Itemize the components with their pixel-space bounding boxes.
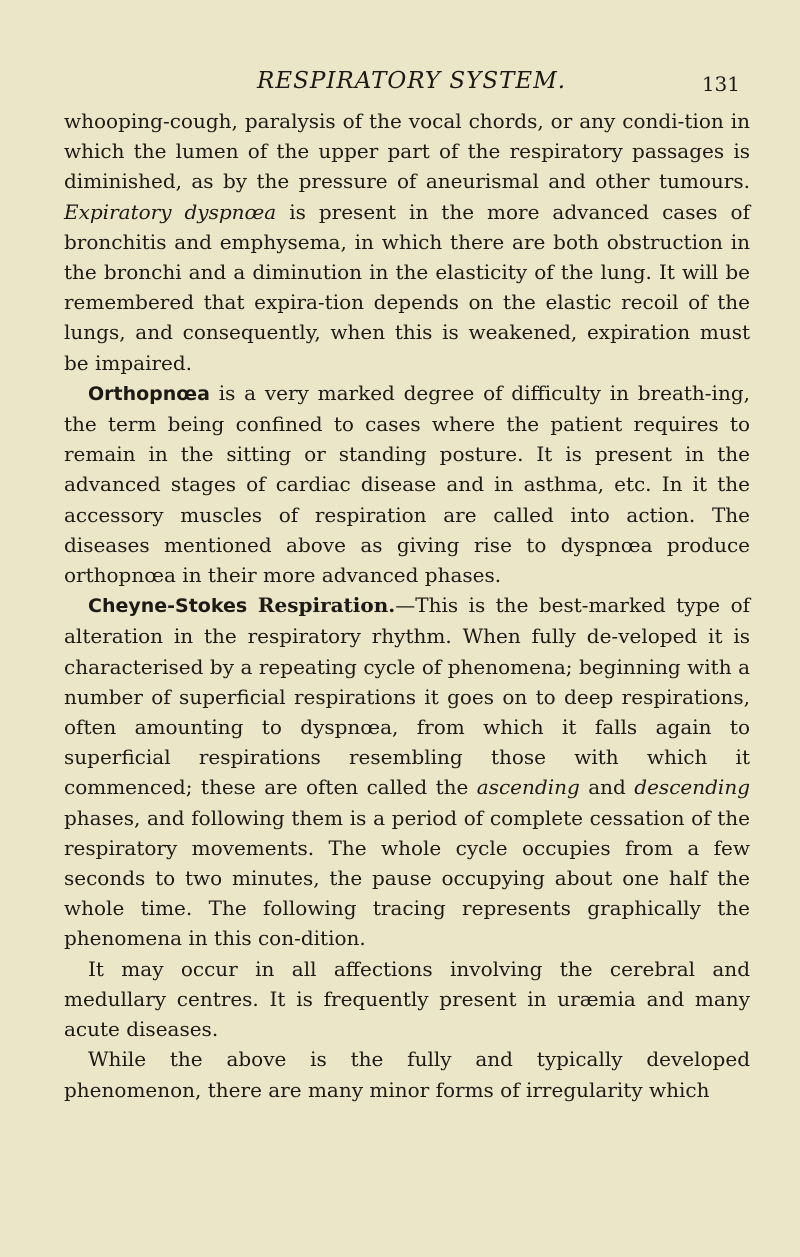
running-head — [64, 58, 750, 106]
term-expiratory-dyspnoea: Expiratory dyspnœa — [64, 199, 277, 224]
term-orthopnoea: Orthopnœa — [88, 382, 210, 405]
paragraph-expiratory-dyspnoea — [64, 106, 750, 378]
paragraph-text: and — [579, 775, 635, 800]
paragraph-orthopnoea — [64, 378, 750, 590]
paragraph-occurrence — [64, 954, 750, 1045]
term-ascending: ascending — [476, 775, 580, 800]
paragraph-text: phases, and following them is a period of complete cessation of the respiratory movements. The whole cycle occupies from a few seconds to two minutes, the pause occupying about one half the whole time. The following tracing represents graphically the phenomena in this con-dition. — [64, 805, 750, 951]
page-number: 131 — [701, 72, 740, 96]
paragraph-text: It may occur in all affections involving the cerebral and medullary centres. It is frequently present in uræmia and many acute diseases. — [64, 956, 750, 1042]
paragraph-cheyne-stokes — [64, 590, 750, 953]
paragraph-text: is a very marked degree of difficulty in breath-ing, the term being confined to cases where the patient requires to remain in the sitting or standing posture. It is present in the advanced stages of cardiac disease and in asthma, etc. In it the accessory muscles of respiration are called into action. The diseases mentioned above as giving rise to dyspnœa produce orthopnœa in their more advanced phases. — [64, 380, 750, 588]
paragraph-text: whooping-cough, paralysis of the vocal chords, or any condi-tion in which the lumen of the upper part of the respiratory passages is diminished, as by the pressure of aneurismal and other tumours. — [64, 109, 750, 194]
paragraph-text: —This is the best-marked type of alteration in the respiratory rhythm. When fully de-veloped it is characterised by a repeating cycle of phenomena; beginning with a number of superficial respirations it goes on to deep respirations, often amounting to dyspnœa, from which it falls again to superficial respirations resembling those with which it commenced; these are often called the — [64, 593, 751, 800]
term-descending: descending — [634, 775, 750, 800]
paragraph-text: is present in the more advanced cases of bronchitis and emphysema, in which there are both obstruction in the bronchi and a diminution in the elasticity of the lung. It will be remembered that expira-tion depends on the elastic recoil of the lungs, and consequently, when this is weakened, expiration must be impaired. — [64, 199, 750, 375]
body-text — [64, 106, 750, 1105]
paragraph-minor-forms — [64, 1044, 750, 1104]
running-title: RESPIRATORY SYSTEM. — [257, 68, 567, 94]
paragraph-text: While the above is the fully and typically developed phenomenon, there are many minor forms of irregularity which — [64, 1047, 750, 1102]
term-cheyne-stokes: Cheyne-Stokes — [88, 595, 258, 618]
term-respiration: Respiration. — [257, 593, 396, 618]
